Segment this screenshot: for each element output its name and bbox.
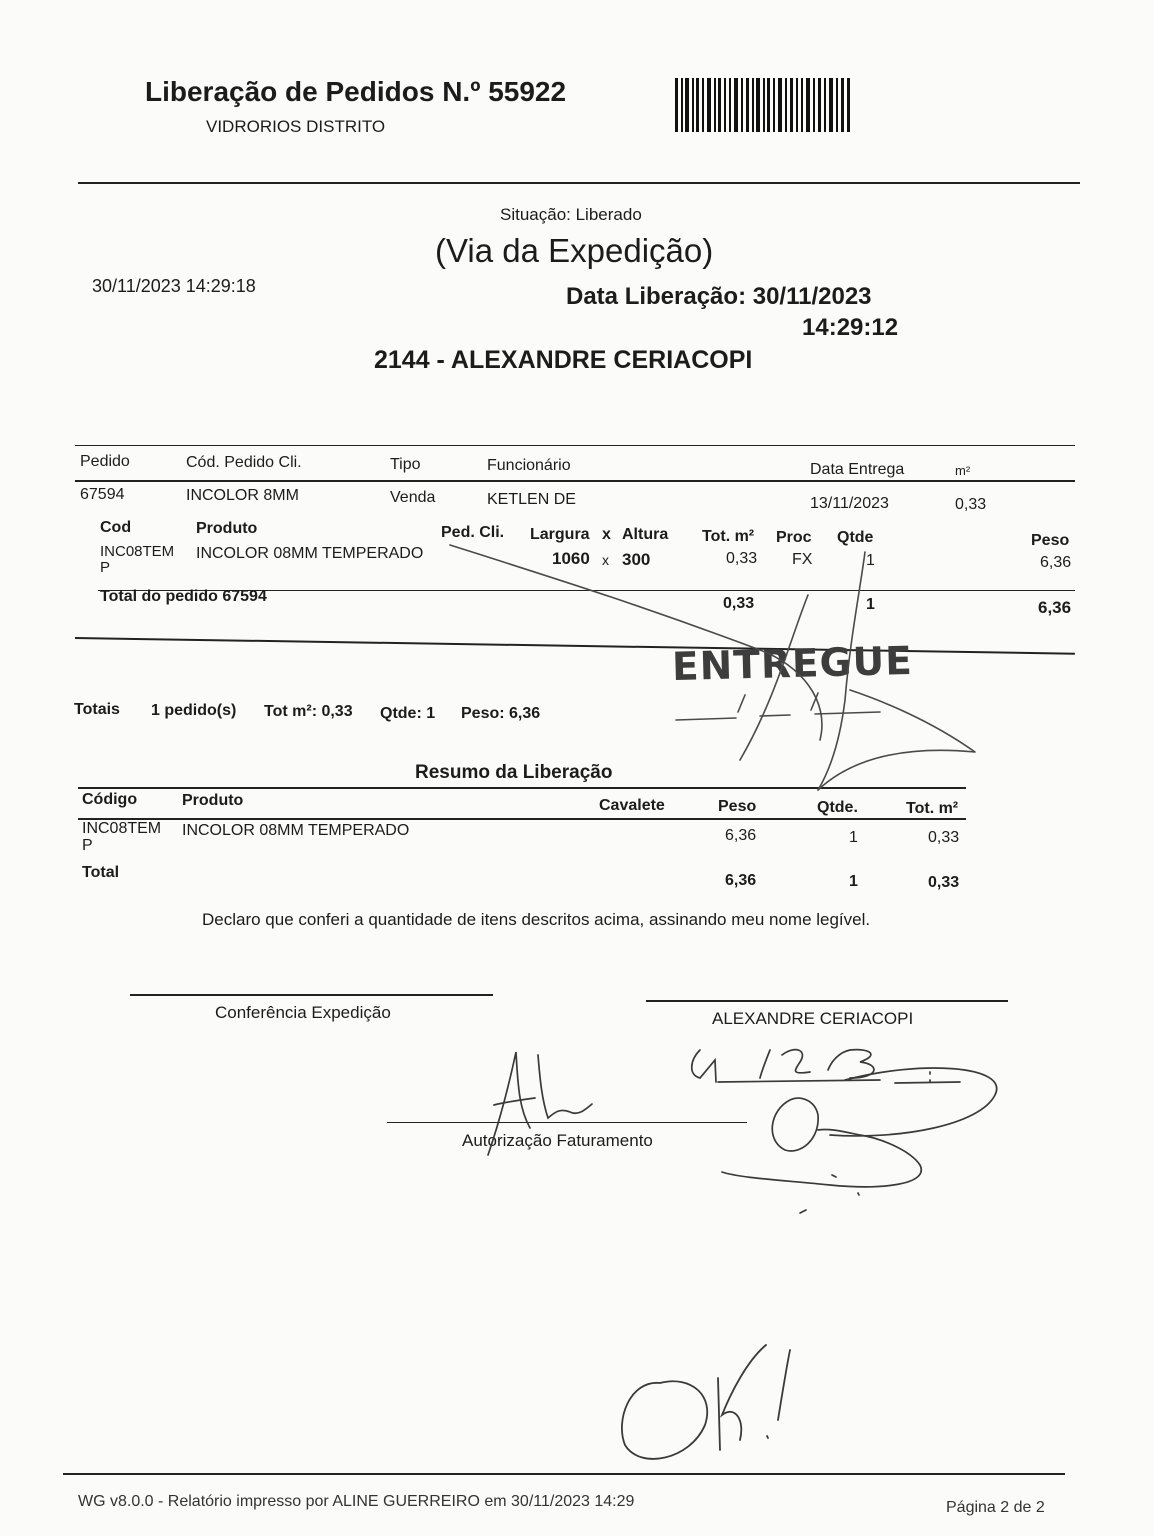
item-peso: 6,36 — [1040, 554, 1072, 571]
row-m2: 0,33 — [955, 496, 987, 513]
item-header-largura: Largura — [530, 526, 590, 543]
row-cod-pedido-cli: INCOLOR 8MM — [186, 487, 299, 504]
summary-qtde: 1 — [849, 829, 858, 846]
client-name: 2144 - ALEXANDRE CERIACOPI — [374, 346, 753, 374]
item-largura: 1060 — [552, 549, 590, 568]
autorizacao-label: Autorização Faturamento — [462, 1131, 653, 1150]
release-date: 30/11/2023 — [752, 283, 872, 310]
document-title: Liberação de Pedidos N.º 55922 — [145, 76, 567, 107]
release-time: 14:29:12 — [802, 314, 899, 341]
item-altura: 300 — [622, 550, 651, 569]
summary-produto: INCOLOR 08MM TEMPERADO — [182, 822, 410, 839]
header-divider — [78, 182, 1080, 184]
summary-peso: 6,36 — [725, 827, 757, 844]
order-table-bottom-rule — [75, 637, 1075, 655]
order-total-peso: 6,36 — [1038, 598, 1072, 617]
footer-page: Página 2 de 2 — [946, 1499, 1045, 1516]
summary-header-produto: Produto — [182, 792, 244, 809]
summary-total-label: Total — [82, 864, 120, 881]
release-label: Data Liberação: — [566, 283, 747, 310]
printed-datetime: 30/11/2023 14:29:18 — [92, 276, 256, 296]
status-text: Situação: Liberado — [500, 205, 642, 224]
header-m2: m² — [955, 463, 971, 478]
totals-peso: Peso: 6,36 — [461, 705, 541, 722]
item-header-proc: Proc — [776, 529, 812, 546]
row-tipo: Venda — [390, 489, 436, 506]
item-cod-line1: INC08TEM — [100, 543, 175, 560]
header-rule — [75, 480, 1075, 482]
header-tipo: Tipo — [390, 456, 421, 473]
summary-total-peso: 6,36 — [725, 872, 757, 889]
summary-header-peso: Peso — [718, 798, 757, 815]
company-name: VIDRORIOS DISTRITO — [206, 117, 386, 136]
item-header-qtde: Qtde — [837, 529, 874, 546]
item-header-ped-cli: Ped. Cli. — [441, 524, 505, 541]
summary-top-rule — [78, 787, 966, 789]
header-data-entrega: Data Entrega — [810, 461, 905, 478]
autorizacao-line — [387, 1122, 747, 1123]
item-qtde: 1 — [866, 552, 875, 569]
summary-codigo-line1: INC08TEM — [82, 820, 162, 837]
handwritten-ok — [622, 1345, 790, 1459]
totals-tot-m2: Tot m²: 0,33 — [264, 703, 353, 720]
row-data-entrega: 13/11/2023 — [810, 495, 889, 512]
header-funcionario: Funcionário — [487, 457, 571, 474]
summary-codigo-line2: P — [82, 837, 93, 854]
footer-printed-by: WG v8.0.0 - Relatório impresso por ALINE GUERREIRO em 30/11/2023 14:29 — [78, 1493, 635, 1510]
strike-scribble-4 — [818, 690, 975, 790]
item-header-tot-m2: Tot. m² — [702, 528, 755, 545]
item-x: x — [602, 552, 609, 568]
summary-title: Resumo da Liberação — [415, 762, 613, 783]
client-sign-name: ALEXANDRE CERIACOPI — [712, 1009, 914, 1028]
declaration-text: Declaro que conferi a quantidade de itens descritos acima, assinando meu nome legível. — [202, 910, 871, 929]
stamp-underline — [676, 712, 880, 720]
totals-qtde: Qtde: 1 — [380, 705, 436, 722]
order-total-qtde: 1 — [866, 596, 875, 613]
conferencia-line — [130, 994, 493, 996]
stamp-ticks — [738, 693, 818, 712]
item-header-cod: Cod — [100, 519, 132, 536]
totals-label: Totais — [74, 701, 120, 718]
summary-total-qtde: 1 — [849, 873, 858, 890]
order-total-m2: 0,33 — [723, 595, 755, 612]
table-top-rule — [75, 445, 1075, 446]
item-proc: FX — [792, 551, 813, 568]
client-sign-line — [646, 1000, 1008, 1002]
item-tot-m2: 0,33 — [726, 550, 758, 567]
handwritten-date — [692, 1050, 997, 1213]
totals-pedidos: 1 pedido(s) — [151, 702, 237, 719]
item-header-altura: Altura — [622, 526, 669, 543]
summary-header-qtde: Qtde. — [817, 799, 858, 816]
header-cod-pedido-cli: Cód. Pedido Cli. — [186, 454, 302, 471]
footer-rule — [63, 1473, 1065, 1475]
header-pedido: Pedido — [80, 453, 130, 470]
item-header-x: x — [602, 526, 611, 543]
row-funcionario: KETLEN DE — [487, 491, 576, 508]
conferencia-label: Conferência Expedição — [215, 1003, 391, 1022]
summary-header-cavalete: Cavalete — [599, 797, 665, 814]
item-produto: INCOLOR 08MM TEMPERADO — [196, 545, 424, 562]
summary-header-codigo: Código — [82, 791, 138, 808]
copy-label: (Via da Expedição) — [435, 232, 714, 269]
summary-tot-m2: 0,33 — [928, 829, 960, 846]
barcode — [675, 78, 851, 132]
summary-header-tot-m2: Tot. m² — [906, 800, 959, 817]
item-header-produto: Produto — [196, 520, 258, 537]
summary-header-rule — [78, 818, 966, 820]
item-cod-line2: P — [100, 559, 111, 576]
row-pedido: 67594 — [80, 486, 125, 503]
release-date-line — [566, 283, 872, 311]
order-total-label: Total do pedido 67594 — [100, 588, 267, 605]
item-header-peso: Peso — [1031, 532, 1070, 549]
summary-total-tot-m2: 0,33 — [928, 874, 960, 891]
delivered-stamp: ENTREGUE — [671, 638, 914, 691]
